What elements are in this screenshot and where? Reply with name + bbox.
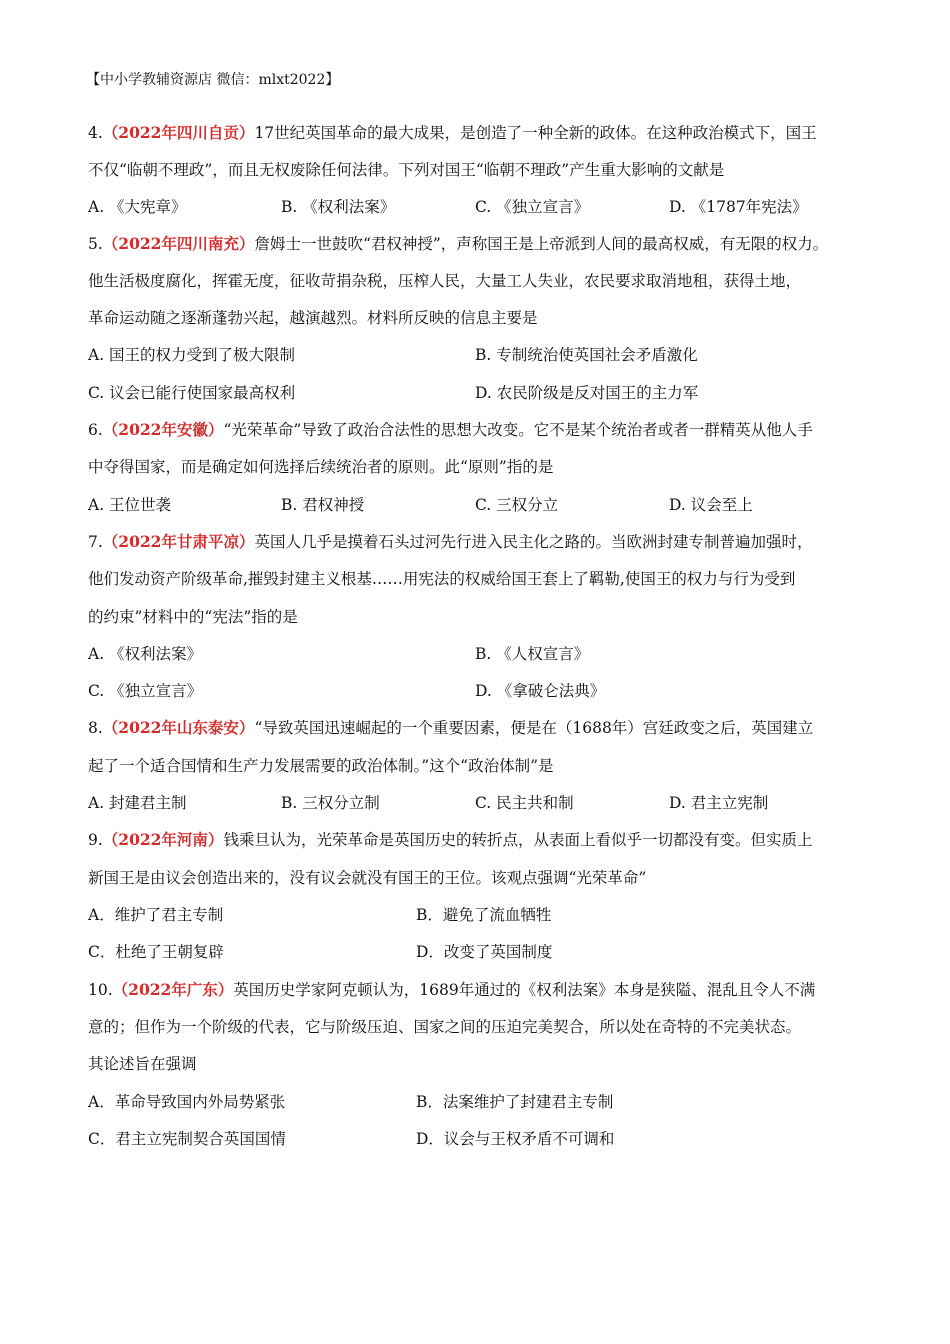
question-source: （2022年安徽）	[102, 420, 224, 439]
question-6-option-c: C. 三权分立	[475, 496, 559, 514]
question-text: 英国历史学家阿克顿认为，1689年通过的《权利法案》本身是狭隘、混乱且令人不满	[233, 981, 816, 999]
question-text: 17世纪英国革命的最大成果，是创造了一种全新的政体。在这种政治模式下，国王	[254, 124, 817, 142]
question-8-option-c: C. 民主共和制	[475, 794, 574, 812]
question-4-line-1	[88, 122, 870, 144]
question-number: 10.	[88, 981, 113, 999]
question-source: （2022年甘肃平凉）	[102, 532, 255, 551]
question-text: “导致英国迅速崛起的一个重要因素，便是在（1688年）宫廷政变之后，英国建立	[254, 719, 814, 737]
question-7-option-b: B. 《人权宣言》	[475, 645, 590, 663]
question-8-option-a: A. 封建君主制	[88, 794, 187, 812]
question-10-option-a: A．革命导致国内外局势紧张	[88, 1093, 286, 1111]
question-6-option-d: D. 议会至上	[669, 496, 753, 514]
question-6-option-b: B. 君权神授	[281, 496, 365, 514]
question-4-option-b: B. 《权利法案》	[281, 198, 396, 216]
question-8-line-1	[88, 717, 870, 739]
page-header: 【中小学教辅资源店 微信：mlxt2022】	[86, 72, 340, 88]
question-7-line-1	[88, 531, 870, 553]
question-10-line-2: 意的；但作为一个阶级的代表，它与阶级压迫、国家之间的压迫完美契合，所以处在奇特的不完美状态。	[88, 1018, 802, 1036]
question-number: 9.	[88, 831, 103, 849]
question-9-option-d: D．改变了英国制度	[416, 943, 553, 961]
question-5-line-1	[88, 233, 870, 255]
question-source: （2022年四川南充）	[102, 234, 255, 253]
question-source: （2022年广东）	[112, 980, 234, 999]
question-9-line-2: 新国王是由议会创造出来的，没有议会就没有国王的王位。该观点强调“光荣革命”	[88, 869, 647, 887]
question-number: 6.	[88, 421, 103, 439]
question-4-option-a: A. 《大宪章》	[88, 198, 187, 216]
question-number: 8.	[88, 719, 103, 737]
question-text: 钱乘旦认为，光荣革命是英国历史的转折点，从表面上看似乎一切都没有变。但实质上	[223, 831, 813, 849]
question-9-line-1	[88, 829, 870, 851]
question-5-line-2: 他生活极度腐化，挥霍无度，征收苛捐杂税，压榨人民，大量工人失业，农民要求取消地租，获得土地，	[88, 272, 802, 290]
question-5-line-3: 革命运动随之逐渐蓬勃兴起，越演越烈。材料所反映的信息主要是	[88, 309, 538, 327]
question-text: 詹姆士一世鼓吹“君权神授”，声称国王是上帝派到人间的最高权威，有无限的权力。	[254, 235, 829, 253]
question-5-option-c: C. 议会已能行使国家最高权利	[88, 384, 296, 402]
question-7-line-3: 的约束”材料中的“宪法”指的是	[88, 608, 298, 626]
question-number: 7.	[88, 533, 103, 551]
question-5-option-b: B. 专制统治使英国社会矛盾激化	[475, 346, 698, 364]
question-9-option-a: A．维护了君主专制	[88, 906, 224, 924]
question-10-option-c: C．君主立宪制契合英国国情	[88, 1130, 286, 1148]
question-6-line-2: 中夺得国家，而是确定如何选择后续统治者的原则。此“原则”指的是	[88, 458, 554, 476]
question-4-option-d: D. 《1787年宪法》	[669, 198, 808, 216]
question-source: （2022年山东泰安）	[102, 718, 255, 737]
question-7-option-a: A. 《权利法案》	[88, 645, 203, 663]
question-4-line-2: 不仅“临朝不理政”，而且无权废除任何法律。下列对国王“临朝不理政”产生重大影响的文献是	[88, 161, 725, 179]
question-7-option-d: D. 《拿破仑法典》	[475, 682, 606, 700]
question-10-option-d: D．议会与王权矛盾不可调和	[416, 1130, 615, 1148]
question-6-line-1	[88, 419, 870, 441]
question-8-option-d: D. 君主立宪制	[669, 794, 769, 812]
question-9-option-b: B．避免了流血牺牲	[416, 906, 552, 924]
question-10-line-1	[88, 979, 870, 1001]
question-9-option-c: C．杜绝了王朝复辟	[88, 943, 224, 961]
question-text: 英国人几乎是摸着石头过河先行进入民主化之路的。当欧洲封建专制普遍加强时，	[254, 533, 813, 551]
question-source: （2022年河南）	[102, 830, 224, 849]
question-7-option-c: C. 《独立宣言》	[88, 682, 203, 700]
question-10-option-b: B．法案维护了封建君主专制	[416, 1093, 614, 1111]
question-4-option-c: C. 《独立宣言》	[475, 198, 590, 216]
question-number: 4.	[88, 124, 103, 142]
question-6-option-a: A. 王位世袭	[88, 496, 172, 514]
question-10-line-3: 其论述旨在强调	[88, 1055, 197, 1073]
question-8-line-2: 起了一个适合国情和生产力发展需要的政治体制。”这个“政治体制”是	[88, 757, 554, 775]
question-5-option-a: A. 国王的权力受到了极大限制	[88, 346, 296, 364]
question-number: 5.	[88, 235, 103, 253]
question-source: （2022年四川自贡）	[102, 123, 255, 142]
question-7-line-2: 他们发动资产阶级革命,摧毁封建主义根基……用宪法的权威给国王套上了羁勒,使国王的权力与行为受到	[88, 570, 796, 588]
question-5-option-d: D. 农民阶级是反对国王的主力军	[475, 384, 699, 402]
question-text: “光荣革命”导致了政治合法性的思想大改变。它不是某个统治者或者一群精英从他人手	[223, 421, 813, 439]
question-8-option-b: B. 三权分立制	[281, 794, 380, 812]
